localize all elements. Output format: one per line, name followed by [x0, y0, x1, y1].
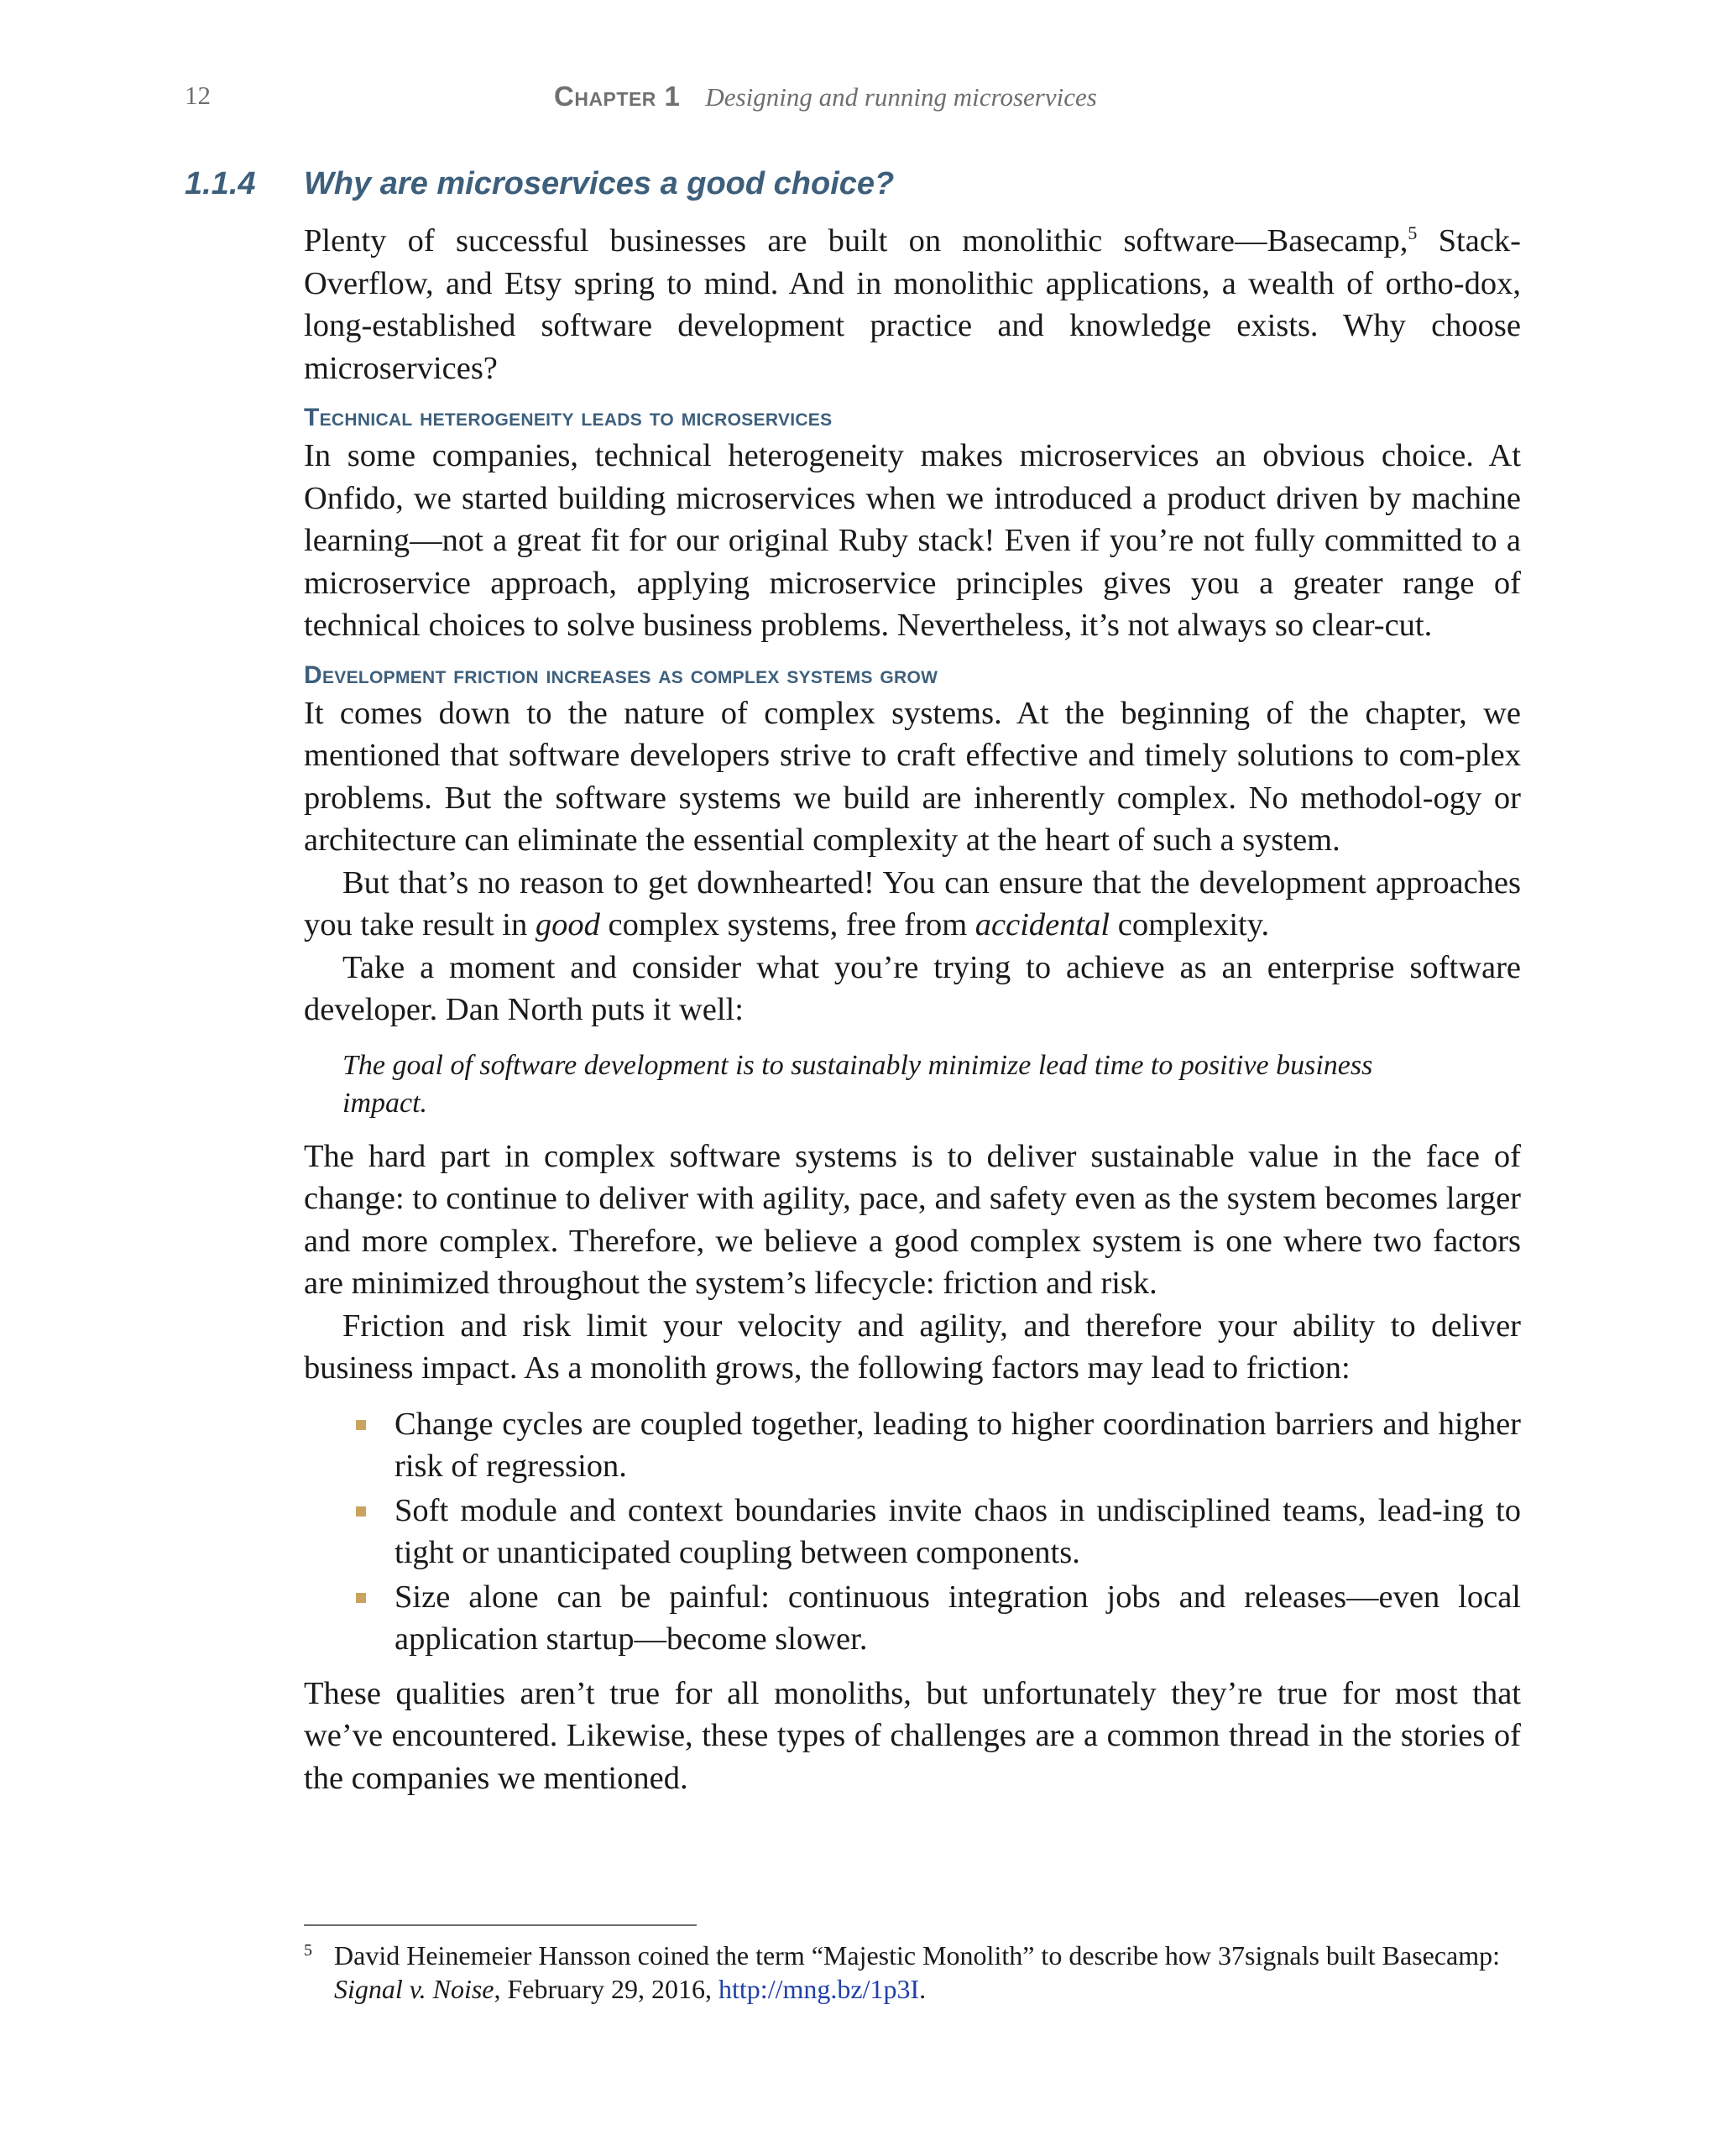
list-item-text: Soft module and context boundaries invite chaos in undisciplined teams, lead-ing to tight or unanticipated coupling between components.: [394, 1492, 1521, 1570]
text-segment: complexity.: [1110, 907, 1270, 942]
footnote-end: .: [919, 1974, 927, 2004]
bullet-square-icon: [356, 1593, 366, 1603]
paragraph-friction-risk: Friction and risk limit your velocity and agility, and therefore your ability to deliver business impact. As a monolith grows, the following factors may lead to friction:: [304, 1308, 1521, 1386]
subheading-technical-heterogeneity: Technical heterogeneity leads to microservices: [304, 404, 833, 431]
intro-text-start: Plenty of successful businesses are built on monolithic software—Basecamp,: [304, 223, 1408, 258]
bullet-square-icon: [356, 1420, 366, 1430]
footnote-link[interactable]: http://mng.bz/1p3I: [718, 1974, 920, 2004]
footnote-date: , February 29, 2016,: [494, 1974, 719, 2004]
paragraph-complex-systems: It comes down to the nature of complex systems. At the beginning of the chapter, we mentioned that software developers strive to craft effective and timely solutions to com-plex problems. But the software systems we build are inherently complex. No methodol-ogy or architecture can eliminate the essential complexity at the heart of such a system.: [304, 695, 1521, 858]
section-number: 1.1.4: [185, 166, 256, 201]
footnote-text: [334, 1939, 1521, 2006]
list-item-text: Size alone can be painful: continuous integration jobs and releases—even local application startup—become slower.: [394, 1579, 1521, 1657]
page-header: [0, 77, 1719, 119]
footnote-reference[interactable]: 5: [1408, 222, 1418, 244]
list-item: [394, 1576, 1521, 1661]
friction-factors-list: [304, 1403, 1521, 1661]
paragraph-hard-part: The hard part in complex software systems is to deliver sustainable value in the face of change: to continue to deliver with agility, pace, and safety even as the system becomes larger and more complex. Therefore, we believe a good complex system is one where two factors are minimized throughout the system’s lifecycle: friction and risk.: [304, 1138, 1521, 1301]
paragraph-these-qualities: These qualities aren’t true for all monoliths, but unfortunately they’re true for most that we’ve encountered. Likewise, these types of challenges are a common thread in the stories of the companies we mentioned.: [304, 1675, 1521, 1796]
subheading-development-friction: Development friction increases as complex systems grow: [304, 660, 938, 689]
footnote-divider: [304, 1924, 697, 1926]
footnote-text-start: David Heinemeier Hansson coined the term “Majestic Monolith” to describe how 37signals built Basecamp:: [334, 1940, 1500, 1971]
block-quote: The goal of software development is to sustainably minimize lead time to positive business impact.: [342, 1049, 1373, 1119]
paragraph-heterogeneity: In some companies, technical heterogeneity makes microservices an obvious choice. At Onfido, we started building microservices when we introduced a product driven by machine learning—not a great fit for our original Ruby stack! Even if you’re not fully committed to a microservice approach, applying microservice principles gives you a greater range of technical choices to solve business problems. Nevertheless, it’s not always so clear-cut.: [304, 438, 1521, 643]
chapter-label: Chapter 1: [554, 81, 681, 112]
list-item: [394, 1490, 1521, 1574]
intro-text-end: Stack-Overflow, and Etsy spring to mind. And in monolithic applications, a wealth of ortho-dox, long-established software development practice and knowledge exists. Why choose microservices?: [304, 223, 1522, 386]
list-item-text: Change cycles are coupled together, leading to higher coordination barriers and higher risk of regression.: [394, 1406, 1521, 1484]
bullet-square-icon: [356, 1506, 366, 1517]
text-segment: But that’s no reason to get downhearted! You can ensure that the development approaches you take result in: [304, 864, 1521, 942]
page-number: 12: [185, 81, 211, 110]
running-head: [554, 81, 1097, 112]
emphasis-good: good: [535, 907, 600, 942]
footnote-source: Signal v. Noise: [334, 1974, 494, 2004]
section-heading: [185, 166, 1544, 202]
list-item: [394, 1403, 1521, 1488]
chapter-title: Designing and running microservices: [705, 82, 1097, 112]
body-text: [304, 220, 1521, 1799]
section-title: Why are microservices a good choice?: [304, 166, 895, 201]
paragraph-take-a-moment: Take a moment and consider what you’re trying to achieve as an enterprise software developer. Dan North puts it well:: [304, 949, 1521, 1027]
paragraph-downhearted: [304, 862, 1521, 947]
intro-paragraph: [304, 220, 1521, 389]
footnote: [304, 1939, 1521, 2006]
emphasis-accidental: accidental: [974, 907, 1110, 942]
text-segment: complex systems, free from: [599, 907, 975, 942]
footnote-mark: 5: [304, 1941, 312, 1960]
